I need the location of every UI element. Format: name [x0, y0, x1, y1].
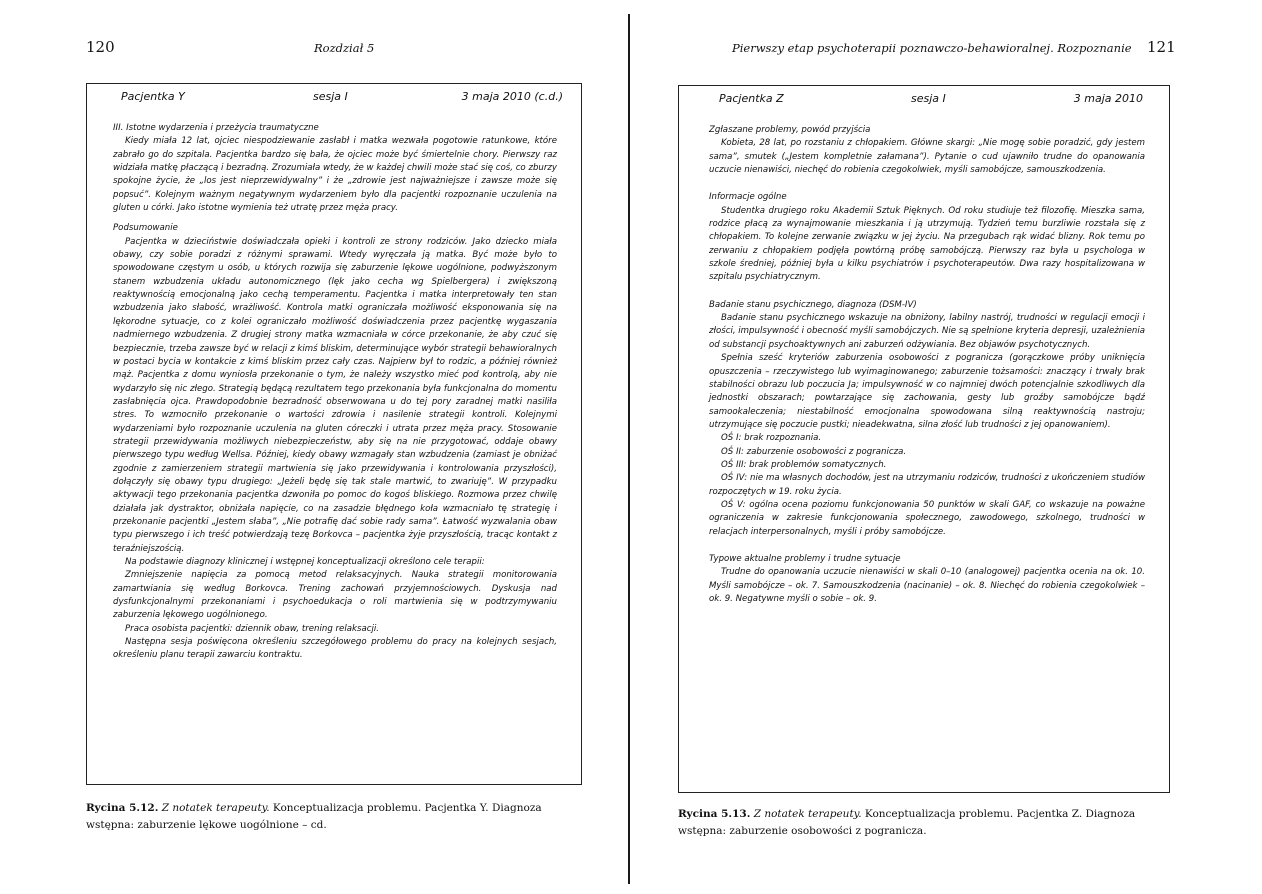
section-heading: Typowe aktualne problemy i trudne sytuacje: [709, 553, 901, 564]
paragraph: Kiedy miała 12 lat, ojciec niespodziewanie zasłabł i matka wezwała pogotowie ratunkowe, które zabrało go do szpitala. Pacjentka bardzo się bała, że ojciec może być śmiertelnie chory. Pierwszy raz widziała matkę płaczącą i bezradną. Zrozumiała wtedy, że w każdej chwili może stać się coś, co zburzy spokojne życie, że „los jest nieprzewidywalny” i że „zdrowie jest najważniejsze i zawsze może się popsuć”. Kolejnym ważnym negatywnym wydarzeniem było dla pacjentki rozpoznanie uczulenia na gluten u córki. Jako istotne wymienia też utratę przez męża pracy.: [113, 136, 557, 214]
caption-italic: Z notatek terapeuty.: [161, 802, 270, 814]
figure-caption: [86, 800, 580, 834]
note-date: 3 maja 2010: [1073, 92, 1143, 105]
caption-text: Konceptualizacja problemu. Pacjentka Z. Diagnoza wstępna: zaburzenie osobowości z pogranicza.: [678, 808, 1136, 837]
paragraph: Studentka drugiego roku Akademii Sztuk Pięknych. Od roku studiuje też filozofię. Mieszka sama, rodzice płacą za wynajmowanie mieszkania i ją utrzymują. Tydzień temu burzliwie rozstała się z chłopakiem. To kolejne zerwanie związku w jej życiu. Na przegubach rąk widać blizny. Rok temu po zerwaniu z chłopakiem podjęła powtórną próbę samobójczą. Pierwszy raz była u psychologa w szkole średniej, później była u kilku psychiatrów i psychoterapeutów. Dwa razy hospitalizowana w szpitalu psychiatrycznym.: [709, 205, 1145, 283]
note-body: [113, 122, 557, 663]
axis-item: OŚ I: brak rozpoznania.: [721, 433, 822, 444]
paragraph: Spełnia sześć kryteriów zaburzenia osobowości z pogranicza (gorączkowe próby uniknięcia opuszczenia – rzeczywistego lub wyimaginowanego; zaburzenie tożsamości: znaczący i trwały brak stabilności obrazu lub poczucia Ja; impulsywność w co najmniej dwóch potencjalnie szkodliwych dla jednostki obszarach; powtarzające się zachowania, gesty lub groźby samobójcze bądź samookaleczenia; niestabilność emocjonalna spowodowana silną reaktywnością nastroju; utrzymujące się poczucie pustki; nieadekwatna, silna złość lub trudności z jej opanowaniem).: [709, 353, 1145, 430]
axis-item: OŚ V: ogólna ocena poziomu funkcjonowania 50 punktów w skali GAF, co wskazuje na poważne ograniczenia w zakresie funkcjonowania społecznego, zawodowego, szkolnego, trudności w relacjach interpersonalnych, myśli i próby samobójcze.: [709, 499, 1145, 537]
left-page: [0, 0, 626, 894]
axis-item: OŚ IV: nie ma własnych dochodów, jest na utrzymaniu rodziców, trudności z ukończeniem studiów rozpoczętych w 19. roku życia.: [709, 473, 1145, 497]
section-heading: III. Istotne wydarzenia i przeżycia traumatyczne: [113, 123, 319, 133]
therapist-note-box: [678, 85, 1170, 793]
paragraph: Zmniejszenie napięcia za pomocą metod relaksacyjnych. Nauka strategii monitorowania zamartwiania się według Borkovca. Trening zachowań przyjemnościowych. Dyskusja nad dysfunkcjonalnymi przekonaniami i psychoedukacja o roli martwienia się w podtrzymywaniu zaburzenia lękowego uogólnionego.: [113, 570, 557, 621]
patient-name: Pacjentka Z: [719, 92, 784, 105]
section-heading: Zgłaszane problemy, powód przyjścia: [709, 125, 871, 135]
caption-italic: Z notatek terapeuty.: [753, 808, 862, 820]
session-label: sesja I: [313, 90, 348, 103]
caption-label: Rycina 5.13.: [678, 808, 751, 820]
running-head: Pierwszy etap psychoterapii poznawczo-behawioralnej. Rozpoznanie: [732, 41, 1132, 55]
note-body: [709, 124, 1145, 606]
paragraph: Praca osobista pacjentki: dziennik obaw, trening relaksacji.: [125, 623, 379, 634]
figure-caption: [678, 806, 1168, 840]
section-heading: Informacje ogólne: [709, 192, 787, 203]
page-number: 120: [86, 38, 115, 56]
axis-item: OŚ III: brak problemów somatycznych.: [721, 459, 887, 470]
axis-item: OŚ II: zaburzenie osobowości z pogranicza.: [721, 446, 907, 457]
section-heading: Badanie stanu psychicznego, diagnoza (DSM-IV): [709, 299, 917, 310]
therapist-note-box: [86, 83, 582, 785]
paragraph: Trudne do opanowania uczucie nienawiści w skali 0–10 (analogowej) pacjentka ocenia na ok. 10. Myśli samobójcze – ok. 7. Samouszkodzenia (nacinanie) – ok. 8. Niechęć do robienia czegokolwiek – ok. 9. Negatywne myśli o sobie – ok. 9.: [709, 567, 1145, 604]
note-date: 3 maja 2010 (c.d.): [461, 90, 563, 103]
page-gutter: [628, 14, 630, 884]
paragraph: Kobieta, 28 lat, po rozstaniu z chłopakiem. Główne skargi: „Nie mogę sobie poradzić, gdy jestem sama”, smutek („Jestem kompletnie załamana”). Pytanie o cud ujawniło trudne do opanowania uczucie nienawiści, niechęć do robienia czegokolwiek, myśli samobójcze, samouszkodzenia.: [709, 138, 1145, 176]
patient-name: Pacjentka Y: [121, 90, 185, 103]
paragraph: Na podstawie diagnozy klinicznej i wstępnej konceptualizacji określono cele terapii:: [125, 557, 485, 567]
running-head: Rozdział 5: [314, 41, 375, 55]
paragraph: Badanie stanu psychicznego wskazuje na obniżony, labilny nastrój, trudności w regulacji emocji i złości, impulsywność i obecność myśli samobójczych. Nie są spełnione kryteria depresji, uzależnienia od substancji psychoaktywnych ani zaburzeń odżywiania. Bez objawów psychotycznych.: [709, 313, 1146, 350]
paragraph: Następna sesja poświęcona określeniu szczegółowego problemu do pracy na kolejnych sesjach, określeniu planu terapii zawarciu kontraktu.: [113, 637, 557, 661]
session-label: sesja I: [911, 92, 946, 105]
paragraph: Pacjentka w dzieciństwie doświadczała opieki i kontroli ze strony rodziców. Jako dziecko miała obawy, czy sobie poradzi z różnymi sprawami. Wtedy wyręczała ją matka. Być może było to spowodowane częstym u osób, u których rozwija się zaburzenie lękowe uogólnione, podwyższonym stanem wzbudzenia układu autonomicznego (lęk jako cecha wg Spielbergera) i zwiększoną reaktywnością emocjonalną jako cechą temperamentu. Pacjentka i matka interpretowały ten stan wzbudzenia jako słabość, wrażliwość. Kontrola matki ograniczała możliwość eksponowania się na lękorodne sytuacje, co z kolei ograniczało możliwość doświadczenia przez pacjentkę wygaszania nadmiernego wzbudzenia. Z drugiej strony matka wzmacniała w córce przekonanie, że aby czuć się bezpiecznie, trzeba zawsze być w relacji z kimś bliskim, determinujące wybór strategii behawioralnych w postaci bycia w kontakcie z kimś bliskim przez cały czas. Najpierw był to rodzic, a później również mąż. Pacjentka z domu wyniosła przekonanie o tym, że należy wszystko mieć pod kontrolą, aby nie wydarzyło się nic złego. Strategią będącą rezultatem tego przekonania była funkcjonalna do momentu zasłabnięcia ojca. Prawdopodobnie bezradność obserwowana u do tej pory zaradnej matki nasiliła stres. To wzmocniło przekonanie o wartości zdrowia i nasilenie strategii kontroli. Kolejnymi wydarzeniami było rozpoznanie uczulenia na gluten córeczki i utrata przez męża pracy. Stosowanie strategii przewidywania możliwych niebezpieczeństw, aby się na nie przygotować, oddaje obawy pierwszego typu według Wellsa. Później, kiedy obawy wzmagały stan wzbudzenia (zamiast je obniżać zgodnie z zamierzeniem strategii martwienia się jako przewidywania i kontrolowania przyszłości), dołączyły się obawy typu drugiego: „Jeżeli będę się tak stale martwić, to zwariuję”. W przypadku aktywacji tego przekonania pacjentka dzwoniła po pomoc do kogoś bliskiego. Rozmowa przez chwilę działała jak dystraktor, obniżała napięcie, co na zasadzie błędnego koła wzmacniało tę strategię i przekonanie pacjentki „Jestem słaba”, „Nie potrafię dać sobie rady sama”. Łatwość wyzwalania obaw typu pierwszego i ich treść potwierdzają tezę Borkovca – pacjentka żyje przyszłością, tracąc kontakt z teraźniejszością.: [113, 236, 557, 554]
section-heading: Podsumowanie: [113, 223, 178, 234]
caption-text: Konceptualizacja problemu. Pacjentka Y. Diagnoza wstępna: zaburzenie lękowe uogólnione – cd.: [86, 802, 542, 831]
page-number: 121: [1147, 38, 1176, 56]
caption-label: Rycina 5.12.: [86, 802, 159, 814]
right-page: [634, 0, 1262, 894]
